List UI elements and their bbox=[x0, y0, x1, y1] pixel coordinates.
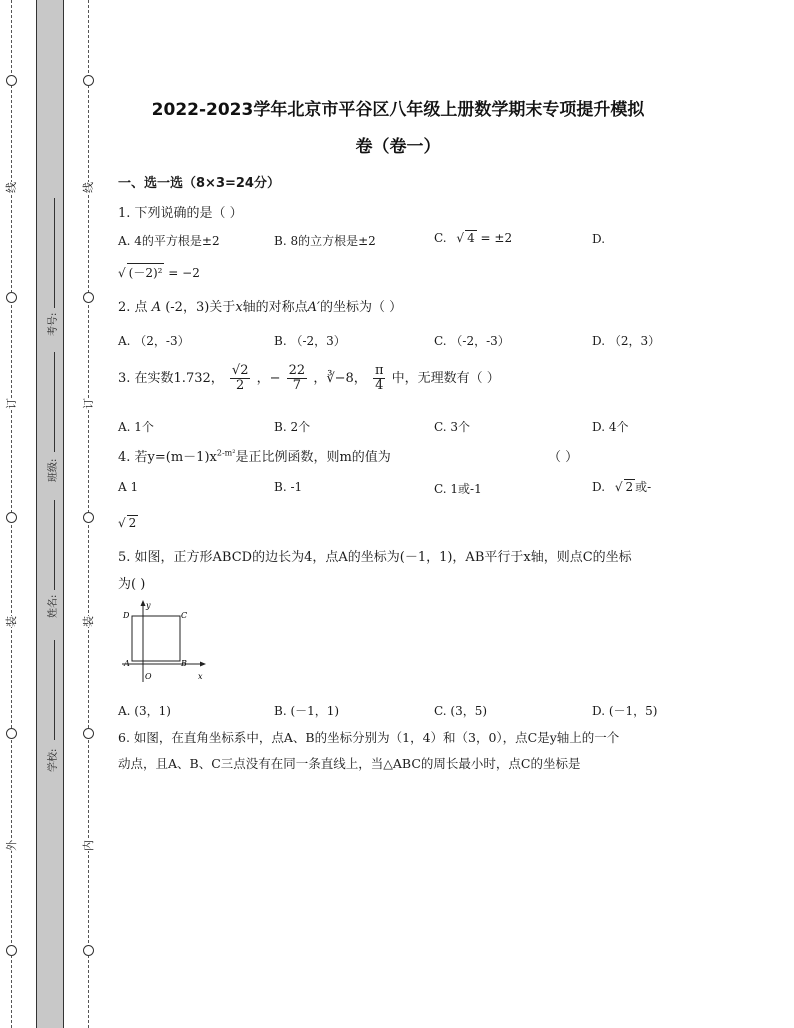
q1-option-a: A. 4的平方根是±2 bbox=[118, 234, 220, 248]
margin-char-outer: 装 bbox=[5, 616, 18, 627]
exam-number-label: 考号: bbox=[48, 312, 59, 336]
fig-label-b: B bbox=[181, 659, 187, 668]
sqrt-sign: √ bbox=[614, 480, 623, 494]
q4-text: 4. 若y=(m－1)x bbox=[118, 450, 217, 465]
q5-option-d: D. (－1，5) bbox=[592, 704, 658, 718]
margin-char-inner: 线 bbox=[82, 182, 95, 193]
q3-option-b: B. 2个 bbox=[274, 420, 311, 434]
fig-label-d: D bbox=[123, 611, 130, 620]
q4-d-radicand: 2 bbox=[625, 480, 634, 494]
q2-option-a: A. （2，-3） bbox=[118, 334, 190, 348]
q4-text: 是正比例函数，则m的值为 bbox=[235, 450, 391, 465]
question-3-stem bbox=[118, 364, 500, 393]
class-line bbox=[54, 352, 55, 452]
fig-label-x: x bbox=[198, 672, 203, 681]
binding-hole bbox=[83, 728, 94, 739]
question-4-stem bbox=[118, 446, 391, 465]
q2-text: 轴的对称点 bbox=[242, 300, 308, 315]
binding-hole bbox=[6, 728, 17, 739]
margin-char-outer: 线 bbox=[5, 182, 18, 193]
q5-option-a: A. (3，1) bbox=[118, 704, 171, 718]
q2-option-c: C. （-2，-3） bbox=[434, 334, 510, 348]
question-6-stem-line2: 动点，且A、B、C三点没有在同一条直线上，当△ABC的周长最小时，点C的坐标是 bbox=[118, 756, 581, 771]
school-line bbox=[54, 640, 55, 740]
q5-square-figure bbox=[118, 598, 212, 684]
q1-option-b: B. 8的立方根是±2 bbox=[274, 234, 376, 248]
q2-text: (-2，3)关于 bbox=[165, 300, 236, 315]
q1-c-radicand: 4 bbox=[467, 231, 475, 245]
q3-option-d: D. 4个 bbox=[592, 420, 629, 434]
margin-char-outer: 外 bbox=[5, 840, 18, 851]
q1-d-radicand: (－2)² bbox=[127, 263, 165, 281]
q1-d-rest: = −2 bbox=[168, 266, 200, 280]
margin-char-inner: 订 bbox=[82, 398, 95, 409]
q3-fraction-22-over-7: $\frac{22}{7}$ bbox=[288, 363, 306, 393]
sqrt-sign: √ bbox=[456, 231, 465, 245]
q4-option-c: C. 1或-1 bbox=[434, 482, 482, 496]
question-2-stem bbox=[118, 296, 402, 315]
q4-d-suffix: 或- bbox=[635, 480, 652, 494]
q3-option-c: C. 3个 bbox=[434, 420, 471, 434]
fig-square-abcd bbox=[132, 616, 180, 661]
q2-option-b: B. （-2，3） bbox=[274, 334, 346, 348]
sqrt-sign: √ bbox=[118, 266, 126, 280]
q1-option-d: D. bbox=[592, 232, 606, 246]
exam-number-line bbox=[54, 198, 55, 308]
q1-c-prefix: C. bbox=[434, 231, 447, 245]
q2-axis-x: x bbox=[235, 300, 243, 315]
q2-text: 2. 点 bbox=[118, 300, 148, 315]
binding-hole bbox=[6, 292, 17, 303]
school-label: 学校: bbox=[48, 748, 59, 772]
question-6-stem-line1: 6. 如图，在直角坐标系中，点A、B的坐标分别为（1，4）和（3，0），点C是y轴上的一个 bbox=[118, 730, 620, 745]
q5-option-b: B. (－1，1) bbox=[274, 704, 340, 718]
q4-exponent: 2-m² bbox=[216, 448, 236, 458]
margin-char-outer: 订 bbox=[5, 398, 18, 409]
q4-option-b: B. -1 bbox=[274, 480, 303, 494]
fig-label-c: C bbox=[181, 611, 188, 620]
binding-hole bbox=[6, 945, 17, 956]
fig-label-a: A bbox=[124, 659, 130, 668]
binding-hole bbox=[6, 512, 17, 523]
q3-text: 3. 在实数1.732， bbox=[118, 371, 224, 386]
gray-binding-strip bbox=[36, 0, 64, 1028]
q4-option-d bbox=[592, 478, 651, 495]
q2-text: 的坐标为（ ） bbox=[320, 300, 403, 315]
question-5-stem-line2: 为( ) bbox=[118, 577, 146, 592]
exam-title-line2: 卷（卷一） bbox=[355, 137, 441, 157]
q3-option-a: A. 1个 bbox=[118, 420, 154, 434]
sqrt-sign: √ bbox=[118, 516, 126, 530]
fig-label-o: O bbox=[145, 672, 152, 681]
q2-point-a: A bbox=[151, 300, 162, 315]
margin-char-inner: 内 bbox=[82, 840, 95, 851]
fig-label-y: y bbox=[146, 601, 151, 610]
q1-c-rest: = ±2 bbox=[480, 231, 513, 245]
name-line bbox=[54, 500, 55, 590]
name-label: 姓名: bbox=[48, 594, 59, 618]
class-label: 班级: bbox=[48, 458, 59, 482]
section-heading: 一、选一选（8×3=24分） bbox=[118, 176, 280, 191]
q4-answer-paren: （ ） bbox=[548, 450, 579, 465]
q1-option-c bbox=[434, 230, 512, 245]
margin-char-inner: 装 bbox=[82, 616, 95, 627]
binding-hole bbox=[83, 75, 94, 86]
q1-option-d-expr bbox=[118, 263, 200, 281]
q4-option-a: A 1 bbox=[118, 480, 139, 494]
q5-option-c: C. (3，5) bbox=[434, 704, 488, 718]
binding-hole bbox=[83, 292, 94, 303]
q4-d-prefix: D. bbox=[592, 480, 606, 494]
question-5-stem-line1: 5. 如图，正方形ABCD的边长为4，点A的坐标为(－1，1)，AB平行于x轴，则点C的坐标 bbox=[118, 550, 632, 565]
binding-hole bbox=[6, 75, 17, 86]
exam-title-line1: 2022-2023学年北京市平谷区八年级上册数学期末专项提升模拟 bbox=[151, 100, 645, 120]
q3-fraction-pi-over-4: $\frac{\pi}{4}$ bbox=[374, 363, 384, 393]
q3-text: 中，无理数有（ ） bbox=[391, 371, 500, 386]
q4-option-d-continued bbox=[118, 515, 138, 530]
q2-point-a-prime: A′ bbox=[307, 300, 321, 315]
fig-y-arrow bbox=[141, 600, 146, 606]
q4-d-cont-radicand: 2 bbox=[128, 516, 137, 530]
binding-hole bbox=[83, 512, 94, 523]
q3-fraction-sqrt2-over-2: $\frac{√2}{2}$ bbox=[231, 363, 249, 393]
q3-text: ，∛−8， bbox=[313, 371, 367, 386]
question-1-stem: 1. 下列说确的是（ ） bbox=[118, 206, 243, 221]
fig-x-arrow bbox=[200, 662, 206, 667]
q3-text: ，− bbox=[256, 371, 281, 386]
q2-option-d: D. （2，3） bbox=[592, 334, 661, 348]
binding-hole bbox=[83, 945, 94, 956]
